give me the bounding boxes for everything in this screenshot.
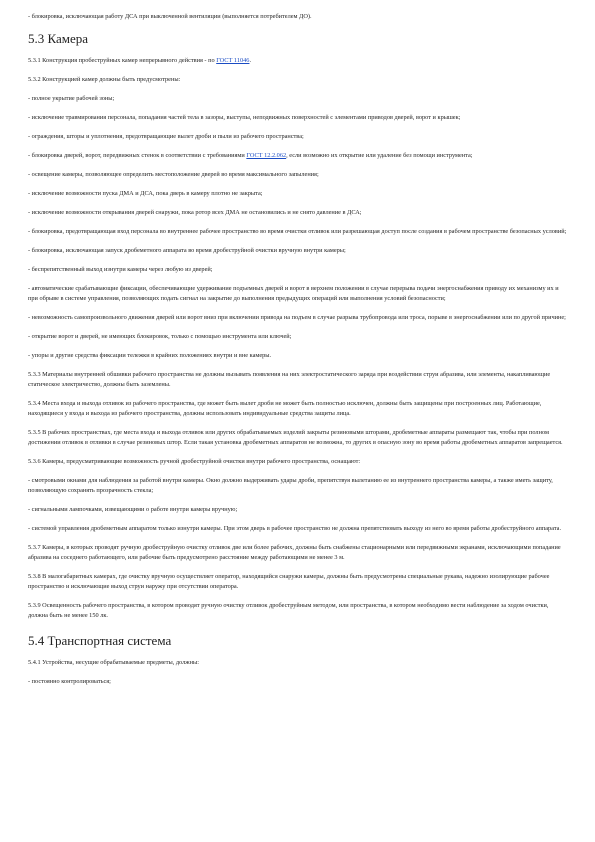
list-item: - ограждения, шторы и уплотнения, предотвращающие вылет дроби и пыли из рабочего пространства;	[28, 133, 304, 140]
list-item: - автоматические срабатывающие фиксации, обеспечивающие удерживание подъемных дверей и ворот в верхнем положении в случае перерыва подачи энергоснабжения приводу их механизму их и при обрыве в системе управления, позволяющих подать сигнал на закрытие до выполнения предыдущих операций или выполнения условий безопасности;	[28, 285, 559, 302]
list-item: - упоры и другие средства фиксации тележки в крайних положениях внутри и вне камеры.	[28, 352, 272, 359]
list-item: - полное укрытие рабочей зоны;	[28, 95, 115, 102]
paragraph-5-3-2: 5.3.2 Конструкцией камер должны быть предусмотрены:	[28, 76, 181, 83]
list-item: - освещение камеры, позволяющее определить местоположение дверей во время максимального запыления;	[28, 171, 319, 178]
gost-11046-link[interactable]: ГОСТ 11046	[216, 57, 250, 64]
section-heading-5-4: 5.4 Транспортная система	[28, 633, 172, 648]
paragraph-5-3-7: 5.3.7 Камеры, в которых проводят ручную дробеструйную очистку отливок две или более рабочих, должны быть снабжены стационарными или передвижными экранами, исключающими попадание абразива на соседнего работающего, или рабочие быть предусмотрено расстояние между работающими не менее 3 м.	[28, 544, 561, 561]
list-item: - открытие ворот и дверей, не имеющих блокировок, только с помощью инструмента или ключей;	[28, 333, 292, 340]
gost-12-2-062-link[interactable]: ГОСТ 12.2.062	[246, 152, 287, 159]
list-item: - исключение возможности открывания дверей снаружи, пока ротор всех ДМА не остановились и не снято давление в ДСА;	[28, 209, 362, 216]
paragraph-5-3-9: 5.3.9 Освещенность рабочего пространства, в котором проводят ручную очистку отливок дробеструйным методом, или пространства, в котором необходимо вести наблюдение за ходом очистки, должна быть не менее 150 лк.	[28, 602, 549, 619]
list-item: - блокировка, исключающая запуск дробеметного аппарата во время дробеструйной очистки вручную внутри камеры;	[28, 247, 346, 254]
paragraph-text: 5.3.1 Конструкция пробеструйных камер непрерывного действия - по	[28, 57, 217, 64]
list-item: - исключение возможности пуска ДМА и ДСА, пока дверь в камеру плотно не закрыта;	[28, 190, 263, 197]
paragraph-5-3-8: 5.3.8 В малогабаритных камерах, где очистку вручную осуществляет оператор, находящийся снаружи камеры, должны быть предусмотрены специальные рукава, надежно изолирующие рабочее пространство и исключающие выход струи наружу при отсутствии оператора.	[28, 573, 550, 590]
list-item: - системой управления дробеметным аппаратом только изнутри камеры. При этом дверь в рабочее пространство не должна препятствовать выходу из него во время работы дробеструйного аппарата.	[28, 525, 562, 532]
paragraph-5-3-4: 5.3.4 Места входа и выхода отливок из рабочего пространства, где может быть вылет дроби не может быть полностью исключен, должны быть защищены при построенных лиц. Работающие, находящиеся у входа и выхода из рабочего пространства, должны использовать индивидуальные средства защиты лица.	[28, 400, 542, 417]
list-item: - сигнальными лампочками, извещающими о работе внутри камеры вручную;	[28, 506, 238, 513]
paragraph-5-3-6: 5.3.6 Камеры, предусматривающие возможность ручной дробеструйной очистки внутри рабочего пространства, оснащают:	[28, 458, 361, 465]
section-heading-5-3: 5.3 Камера	[28, 31, 89, 46]
list-item: - беспрепятственный выход изнутри камеры через любую из дверей;	[28, 266, 213, 273]
intro-paragraph: - блокировка, исключающая работу ДСА при выключенной вентиляции (выполняется потребителем ДО).	[28, 13, 312, 20]
paragraph-5-4-1: 5.4.1 Устройства, несущие обрабатываемые предметы, должны:	[28, 659, 199, 666]
paragraph-5-3-1	[28, 56, 567, 66]
paragraph-text: , если возможно их открытие или удаление без помощи инструмента;	[286, 152, 473, 159]
list-item: - исключение травмирования персонала, попадания частей тела в зазоры, выступы, неподвижных поверхностей с элементами приводов дверей, ворот и крышек;	[28, 114, 461, 121]
list-item: - смотровыми окнами для наблюдения за работой внутри камеры. Окно должно выдерживать удары дроби, препятствуя вылетанию ее из внутреннего пространства камеры, а также иметь защиту, позволяющую сохранять прозрачность стекла;	[28, 477, 553, 494]
list-item	[28, 151, 567, 161]
list-item: - блокировка, предотвращающая вход персонала во внутреннее рабочее пространство во время очистки отливок или разрешающая доступ после создания в рабочем пространстве безопасных условий;	[28, 228, 567, 235]
paragraph-text: - блокировка дверей, ворот, передвижных стенок в соответствии с требованиями	[28, 152, 247, 159]
list-item: - невозможность самопроизвольного движения дверей или ворот вниз при включении привода на подъем в случае разрыва трубопровода или троса, порыве в энергоснабжении или по другой причине;	[28, 314, 566, 321]
paragraph-5-3-5: 5.3.5 В рабочих пространствах, где места входа и выхода отливок или других обрабатываемых изделий закрыты резиновыми шторами, дробеметные аппараты размещают так, чтобы при полном достижении отливок в отливки в случае резиновых штор. Если такая установка дробеметных аппаратов не возможна, то других в опасную зону во время работы дробеметных аппаратов запрещается.	[28, 429, 563, 446]
list-item: - постоянно контролироваться;	[28, 678, 111, 685]
paragraph-text: .	[249, 57, 252, 64]
paragraph-5-3-3: 5.3.3 Материалы внутренней обшивки рабочего пространства не должны вызывать появления на них электростатического заряда при воздействии струи абразива, или элементы, накапливающие статическое электричество, должны быть заземлены.	[28, 371, 551, 388]
